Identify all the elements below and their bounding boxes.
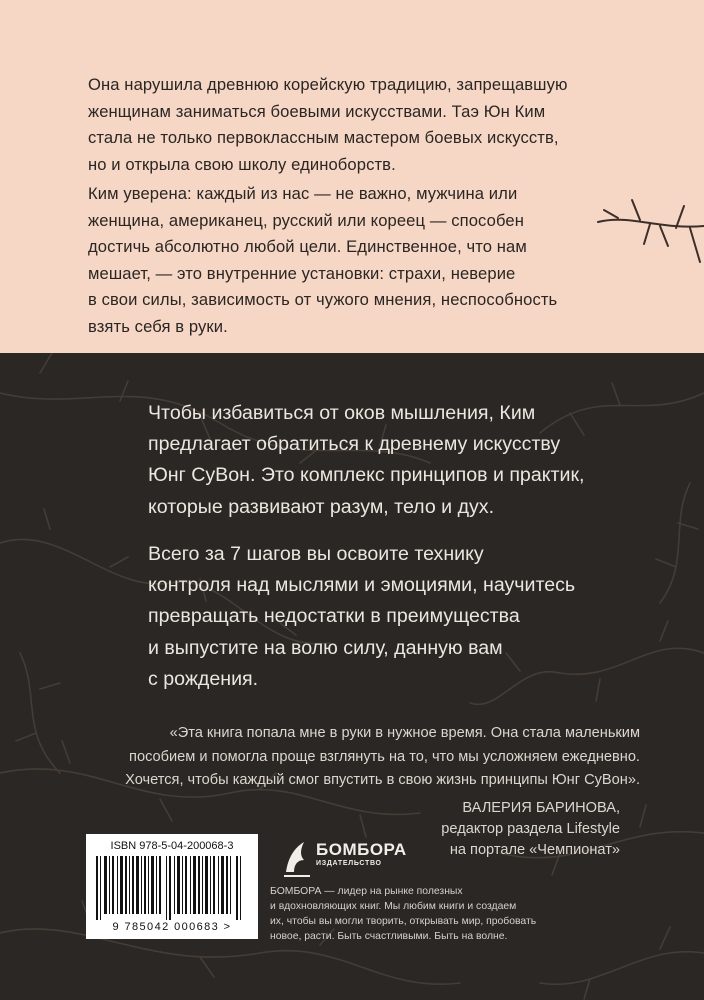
barcode-bars (94, 856, 250, 920)
wave-icon (282, 838, 312, 878)
isbn-barcode (86, 834, 258, 939)
publisher-name: БОМБОРА (316, 840, 407, 859)
main-paragraph-2: Всего за 7 шагов вы освоите технику контроля над мыслями и эмоциями, научитесь превращать недостатки в преимущества и выпустите на волю силу, данную вам с рождения. (148, 543, 576, 690)
isbn-label: ISBN 978-5-04-200068-3 (110, 840, 234, 852)
publisher-subtitle: ИЗДАТЕЛЬСТВО (316, 860, 382, 867)
intro-paragraph-2: Ким уверена: каждый из нас — не важно, мужчина или женщина, американец, русский или кореец — способен достичь абсолютно любой цели. Единственное, что нам мешает, — это внутренние установки: страхи, неверие в свои силы, зависимость от чужого мнения, неспособность взять себя в руки. (88, 184, 558, 336)
quote-author: ВАЛЕРИЯ БАРИНОВА, (462, 800, 620, 816)
main-paragraph-1: Чтобы избавиться от оков мышления, Ким предлагает обратиться к древнему искусству Юнг СуВон. Это комплекс принципов и практик, которые развивают разум, тело и дух. (148, 402, 585, 518)
publisher-blurb: БОМБОРА — лидер на рынке полезных и вдохновляющих книг. Мы любим книги и создаем их, чтобы вы могли творить, открывать мир, пробовать новое, расти. Быть счастливыми. Быть на волне. (270, 886, 537, 942)
upper-panel (0, 0, 704, 353)
publisher-logo (282, 838, 442, 880)
quote-author-role: редактор раздела Lifestyle на портале «Чемпионат» (441, 821, 620, 858)
review-quote: «Эта книга попала мне в руки в нужное время. Она стала маленьким пособием и помогла проще взглянуть на то, что мы усложняем ежедневно. Хочется, чтобы каждый смог впустить в свою жизнь принципы Юнг СуВон». (125, 725, 640, 788)
barcode-number: 9 785042 000683 > (112, 921, 232, 933)
intro-paragraph-1: Она нарушила древнюю корейскую традицию, запрещавшую женщинам заниматься боевыми искусствами. Таэ Юн Ким стала не только первоклассным мастером боевых искусств, но и открыла свою школу единоборств. (88, 75, 568, 174)
